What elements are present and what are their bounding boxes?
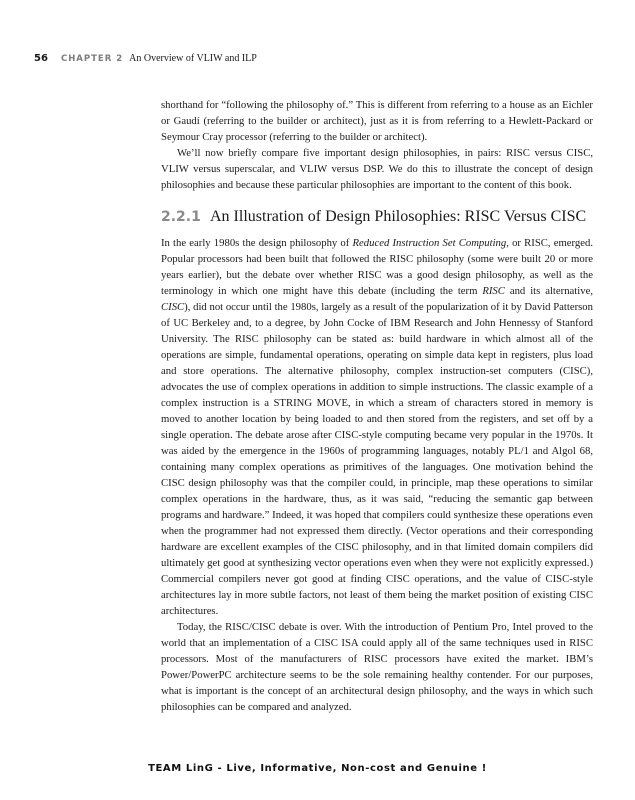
section-heading [161, 207, 593, 227]
page-body [161, 97, 593, 715]
text-run: ), did not occur until the 1980s, largely as a result of the popularization of it by David Patterson of UC Berkeley and, to a degree, by John Cocke of IBM Research and John Hennessy of Stanford University. The RISC philosophy can be stated as: build hardware in which almost all of the operations are simple, fundamental operations, operating on simple data kept in registers, plus load and store operations. The alternative philosophy, complex instruction-set computers (CISC), advocates the use of complex operations in addition to simple instructions. The classic example of a complex instruction is a STRING MOVE, in which a stream of characters stored in memory is moved to another location by being loaded to and then stored from the registers, and set off by a single operation. The debate arose after CISC-style computing became very popular in the 1970s. It was aided by the emergence in the 1960s of programming languages, notably PL/1 and Algol 68, containing many complex operations as primitives of the languages. One motivation behind the CISC design philosophy was that the compiler could, in principle, map these operations to similar complex operations in the hardware, thus, as it was said, “reducing the semantic gap between programs and hardware.” Indeed, it was hoped that compilers could synthesize these operations even when the programmer had not expressed them directly. (Vector operations and their corresponding hardware are excellent examples of the CISC philosophy, and in that limited domain compilers did ultimately get good at synthesizing vector operations even when they were not explicitly expressed.) Commercial compilers never got good at finding CISC operations, and the value of CISC-style architectures lay in more subtle factors, not least of them being the market position of existing CISC architectures. [161, 301, 593, 617]
running-header [34, 53, 257, 64]
page-number: 56 [34, 53, 48, 64]
emphasis-term: RISC [482, 285, 505, 297]
paragraph-risc-cisc [161, 235, 593, 619]
emphasis-term: CISC [161, 301, 185, 313]
paragraph-intro: We’ll now briefly compare five important design philosophies, in pairs: RISC versus CISC, VLIW versus superscalar, and VLIW versus DSP. We do this to illustrate the concept of design philosophies and because these particular philosophies are important to the content of this book. [161, 147, 593, 191]
text-run: and its alternative, [504, 285, 593, 297]
section-number: 2.2.1 [161, 209, 201, 225]
emphasis-term: Reduced Instruction Set Computing [352, 237, 507, 249]
text-run: In the early 1980s the design philosophy of [161, 237, 353, 249]
chapter-title: An Overview of VLIW and ILP [129, 53, 257, 64]
footer-watermark: TEAM LinG - Live, Informative, Non-cost and Genuine ! [148, 763, 487, 774]
text-run: , or RISC, emerged. Popular processors had been built that followed the RISC philosophy (some were built 20 or more years earlier), but the debate over whether RISC was a good design philosophy, as well as the terminology in which one might have this debate (including the term [161, 237, 593, 297]
chapter-label: CHAPTER 2 [60, 54, 124, 64]
paragraph-continued: shorthand for “following the philosophy of.” This is different from referring to a house as an Eichler or Gaudí (referring to the builder or architect), just as it is from referring to a Hewlett-Packard or Seymour Cray processor (referring to the builder or architect). [161, 99, 593, 143]
paragraph-today: Today, the RISC/CISC debate is over. With the introduction of Pentium Pro, Intel proved to the world that an implementation of a CISC ISA could apply all of the same techniques used in RISC processors. Most of the manufacturers of RISC processors have exited the market. IBM’s Power/PowerPC architecture seems to be the sole remaining healthy contender. For our purposes, what is important is the concept of an architectural design philosophy, and the ways in which such philosophies can be compared and analyzed. [161, 621, 593, 713]
section-title: An Illustration of Design Philosophies: RISC Versus CISC [210, 208, 587, 225]
